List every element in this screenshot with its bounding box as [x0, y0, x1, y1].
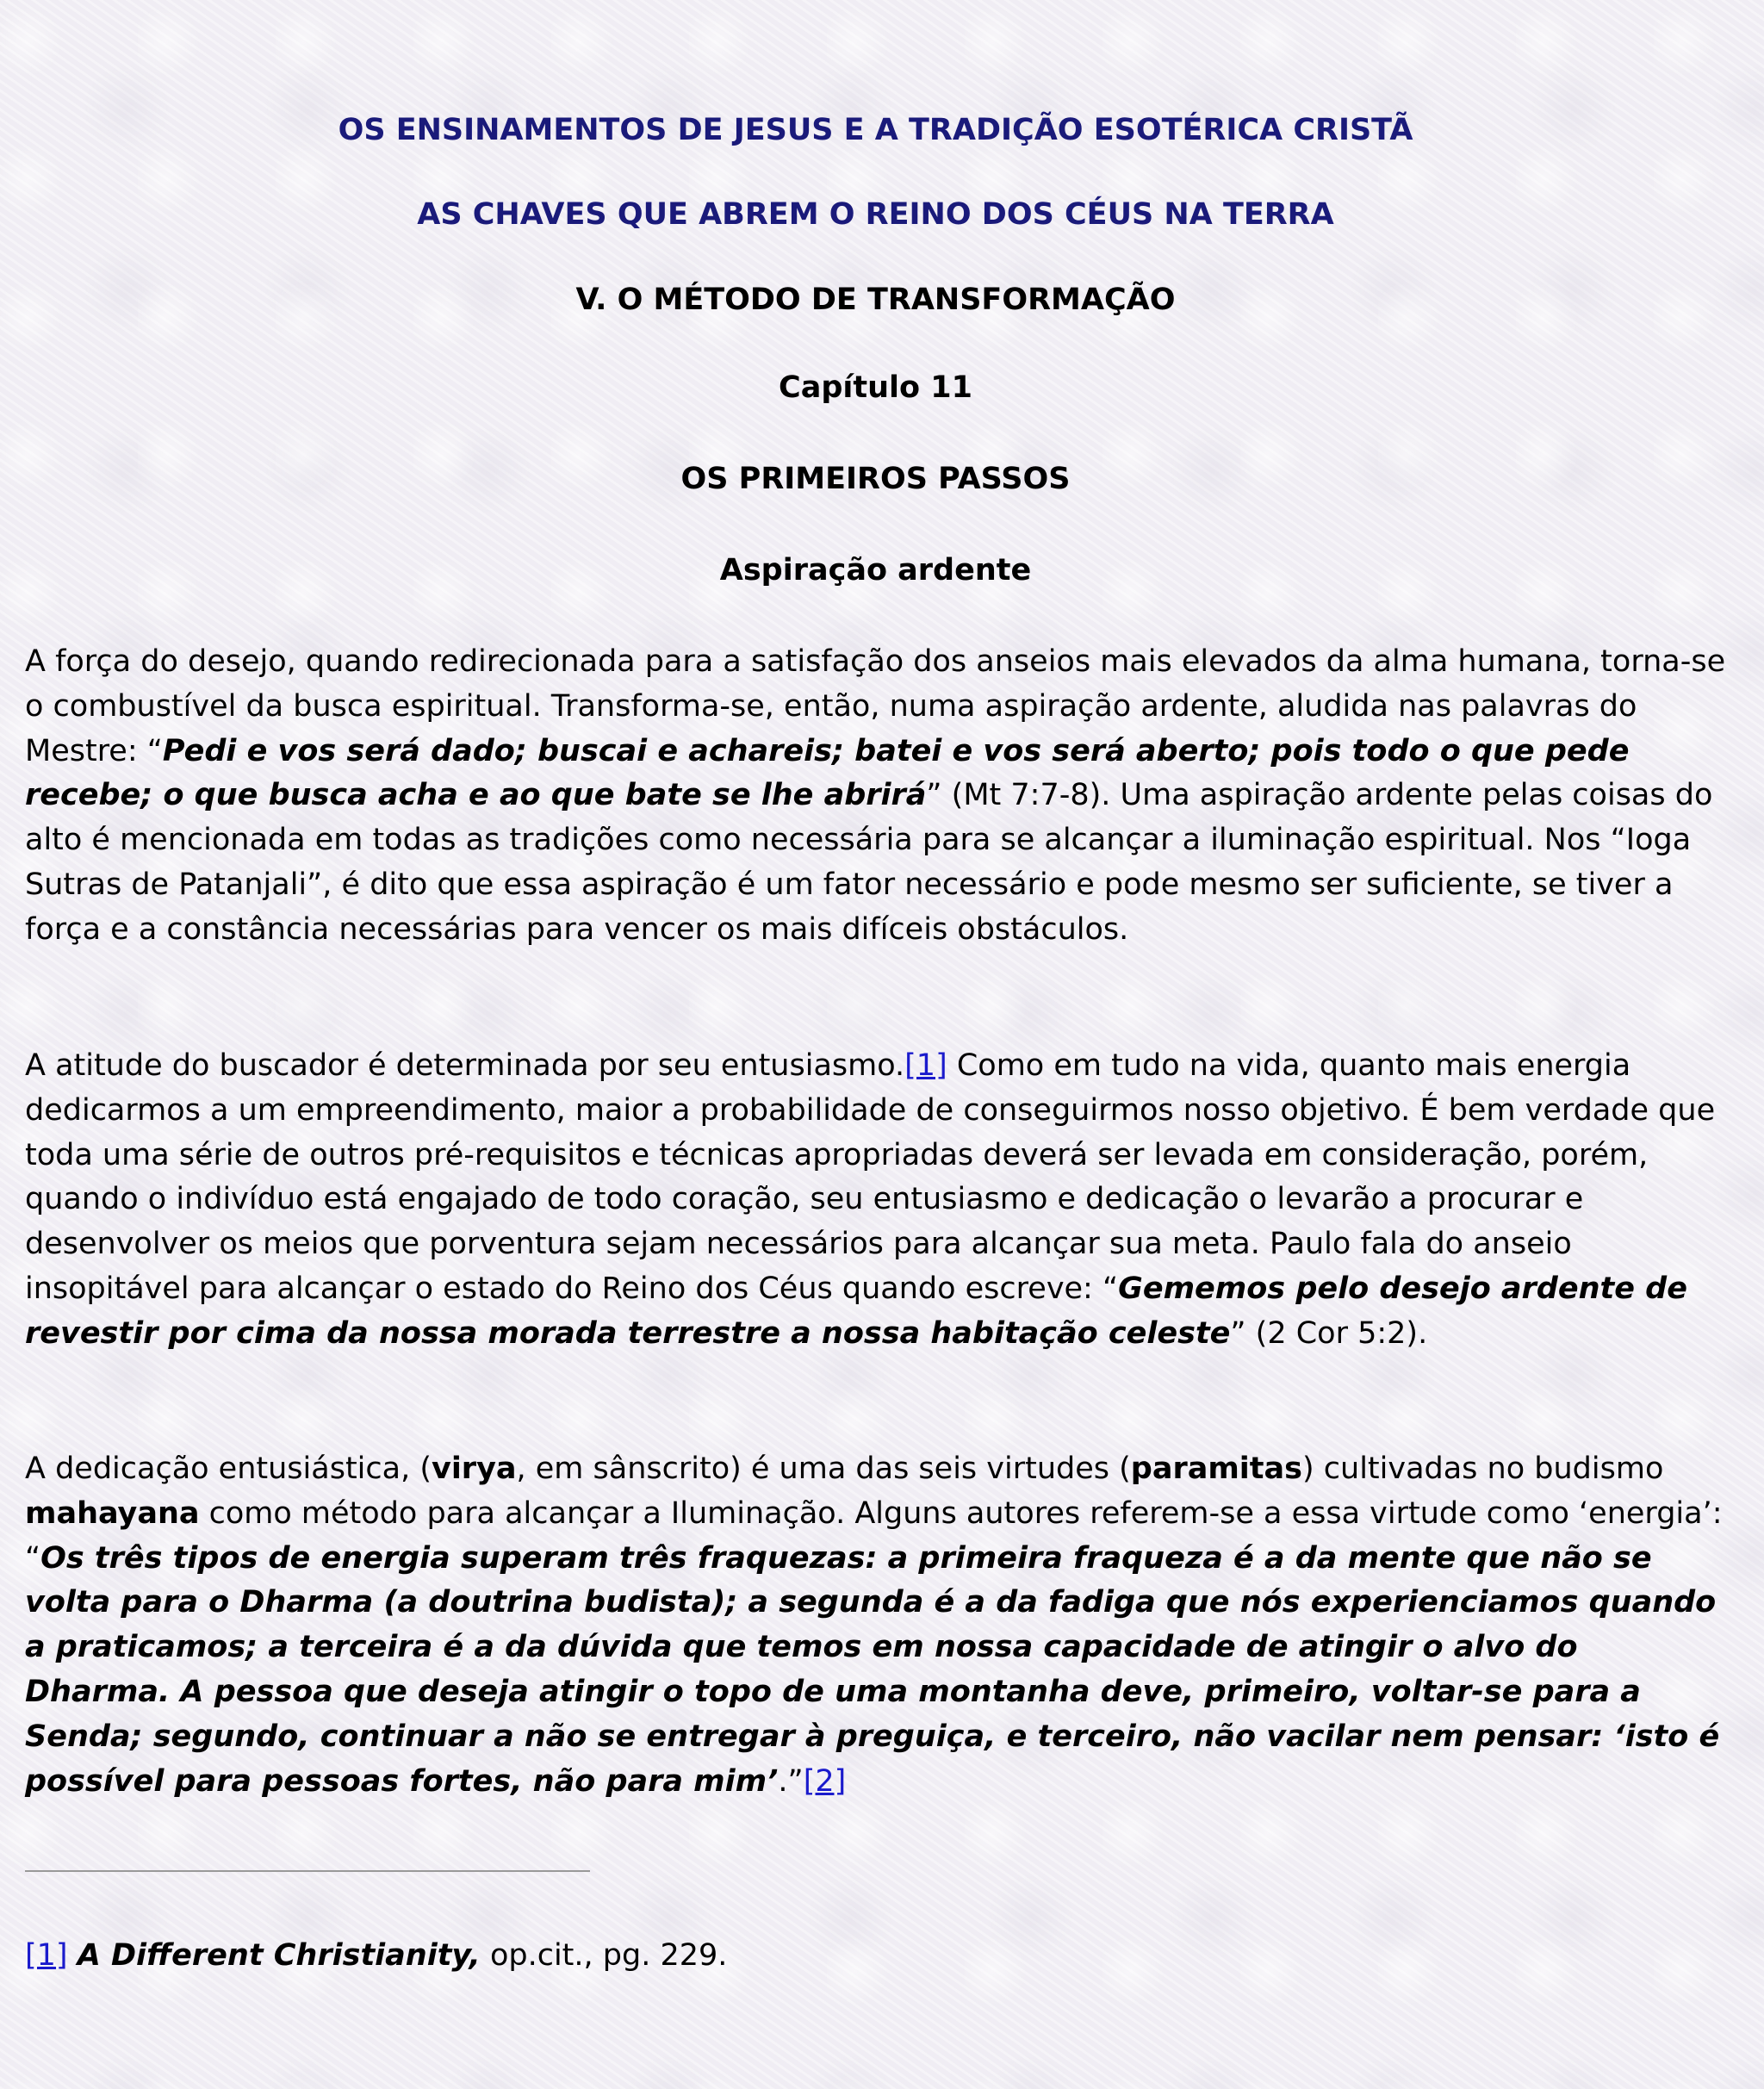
footnote-reference: op.cit., pg. 229. — [480, 1938, 728, 1973]
paragraph-aspiracao — [25, 640, 1726, 953]
scripture-quote: Pedi e vos será dado; buscai e achareis; batei e vos será aberto; pois todo o que pede recebe; o que busca acha e ao que bate se lhe abrirá — [25, 733, 1630, 813]
book-title: OS ENSINAMENTOS DE JESUS E A TRADIÇÃO ESOTÉRICA CRISTÃ — [338, 113, 1413, 147]
paragraph-text: A dedicação entusiástica, ( — [25, 1452, 432, 1486]
paragraph-entusiasmo — [25, 1044, 1726, 1357]
paragraph-text: Como em tudo na vida, quanto mais energia dedicarmos a um empreendimento, maior a probabilidade de conseguirmos nosso objetivo. É bem verdade que toda uma série de outros pré-requisitos e técnicas apropriadas deverá ser levada em consideração, porém, quando o indivíduo está engajado de todo coração, seu entusiasmo e dedicação o levarão a procurar e desenvolver os meios que porventura sejam necessários para alcançar sua meta. Paulo fala do anseio insopitável para alcançar o estado do Reino dos Céus quando escreve: “ — [25, 1048, 1716, 1306]
chapter-number: Capítulo 11 — [779, 370, 972, 405]
paragraph-text: A força do desejo, quando redirecionada para a satisfação dos anseios mais elevados da alma humana, torna-se o combustível da busca espiritual. Transforma-se, então, numa aspiração ardente, aludida nas palavras do Mestre: “ — [25, 644, 1726, 768]
book-subtitle: AS CHAVES QUE ABREM O REINO DOS CÉUS NA TERRA — [417, 197, 1334, 232]
paragraph-text: como método para alcançar a Iluminação. Alguns autores referem-se a essa virtude como ‘energia’: “ — [25, 1495, 1723, 1576]
footnote-backlink-1[interactable]: [1] — [25, 1938, 68, 1973]
footnote-divider — [25, 1870, 590, 1872]
paragraph-text: , em sânscrito) é uma das seis virtudes ( — [516, 1452, 1131, 1486]
scripture-quote: Gememos pelo desejo ardente de revestir por cima da nossa morada terrestre a nossa habitação celeste — [25, 1271, 1687, 1351]
term-paramitas: paramitas — [1130, 1452, 1302, 1486]
footnote-link-2[interactable]: [2] — [803, 1763, 847, 1799]
footnote-link-1[interactable]: [1] — [904, 1048, 947, 1083]
term-mahayana: mahayana — [25, 1495, 200, 1531]
paragraph-text: A atitude do buscador é determinada por seu entusiasmo. — [25, 1048, 905, 1083]
paragraph-text: ) cultivadas no budismo — [1301, 1452, 1664, 1486]
part-heading: V. O MÉTODO DE TRANSFORMAÇÃO — [575, 283, 1176, 317]
footnote-1 — [25, 1934, 727, 1978]
footnote-work-title: A Different Christianity, — [77, 1938, 481, 1973]
chapter-title: OS PRIMEIROS PASSOS — [680, 462, 1071, 496]
paragraph-text: ” (2 Cor 5:2). — [1230, 1315, 1428, 1351]
paragraph-text: ” (Mt 7:7-8). Uma aspiração ardente pelas coisas do alto é mencionada em todas as tradições como necessária para se alcançar a iluminação espiritual. Nos “Ioga Sutras de Patanjali”, é dito que essa aspiração é um fator necessário e pode mesmo ser suficiente, se tiver a força e a constância necessárias para vencer os mais difíceis obstáculos. — [25, 778, 1713, 947]
buddhist-quote: Os três tipos de energia superam três fraquezas: a primeira fraqueza é a da mente que não se volta para o Dharma (a doutrina budista); a segunda é a da fadiga que nós experienciamos quando a praticamos; a terceira é a da dúvida que temos em nossa capacidade de atingir o alvo do Dharma. A pessoa que deseja atingir o topo de uma montanha deve, primeiro, voltar-se para a Senda; segundo, continuar a não se entregar à preguiça, e terceiro, não vacilar nem pensar: ‘isto é possível para pessoas fortes, não para mim’ — [25, 1540, 1720, 1799]
section-heading: Aspiração ardente — [719, 553, 1032, 588]
term-virya: virya — [432, 1452, 517, 1486]
paragraph-virya — [25, 1447, 1726, 1804]
paragraph-text: .” — [778, 1763, 804, 1799]
